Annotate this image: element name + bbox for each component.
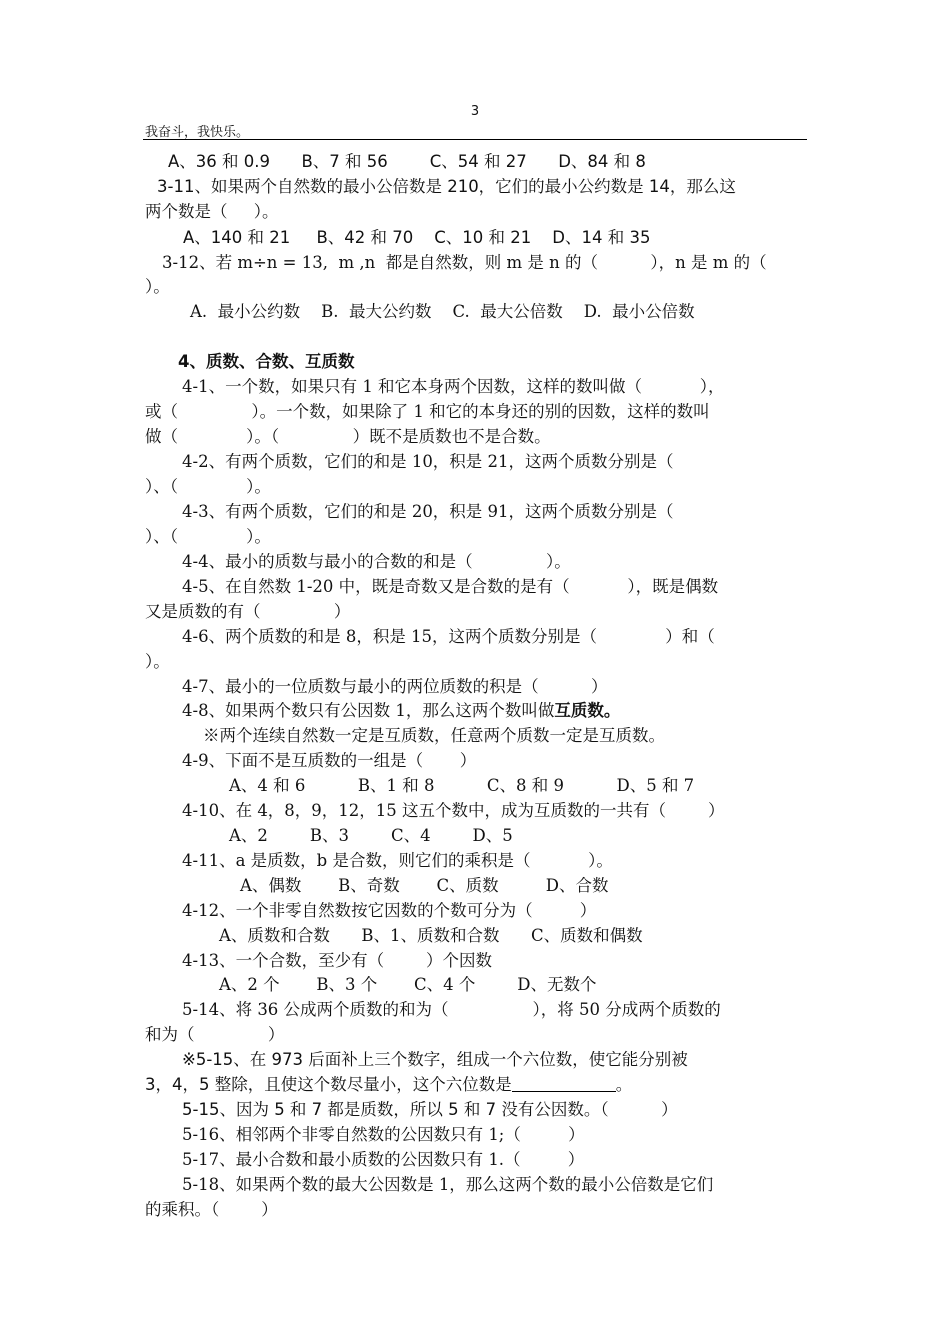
question-3-12: 3-12、若 m÷n = 13, m ,n 都是自然数，则 m 是 n 的（ ），n 是 m 的（: [162, 253, 767, 272]
question-5-15-challenge: ※5-15、在 973 后面补上三个数字，组成一个六位数，使它能分别被: [182, 1050, 688, 1069]
question-line: ）。: [145, 277, 170, 296]
question-text: 3，4，5 整除，且使这个数尽量小，这个六位数是: [145, 1075, 512, 1094]
question-5-16: 5-16、相邻两个非零自然数的公因数只有 1;（ ）: [182, 1125, 585, 1144]
option-line: A、2 个 B、3 个 C、4 个 D、无数个: [219, 975, 597, 994]
question-4-6: 4-6、两个质数的和是 8，积是 15，这两个质数分别是（ ）和（: [182, 627, 715, 646]
question-4-5: 4-5、在自然数 1-20 中，既是奇数又是合数的是有（ ），既是偶数: [182, 577, 719, 596]
question-4-2: 4-2、有两个质数，它们的和是 10，积是 21，这两个质数分别是（: [182, 452, 674, 471]
header-divider: [143, 139, 807, 140]
option-line: A、140 和 21 B、42 和 70 C、10 和 21 D、14 和 35: [183, 228, 651, 247]
question-5-17: 5-17、最小合数和最小质数的公因数只有 1.（ ）: [182, 1150, 585, 1169]
question-4-1: 4-1、一个数，如果只有 1 和它本身两个因数，这样的数叫做（ ），: [182, 377, 725, 396]
option-line: A、偶数 B、奇数 C、质数 D、合数: [240, 876, 609, 895]
question-4-8: [182, 700, 620, 722]
question-4-11: 4-11、a 是质数，b 是合数，则它们的乘积是（ ）。: [182, 851, 613, 870]
question-line: ）。: [145, 652, 170, 671]
option-line: A、4 和 6 B、1 和 8 C、8 和 9 D、5 和 7: [229, 776, 695, 795]
question-line: 和为（ ）: [145, 1025, 285, 1044]
question-line: ）、（ ）。: [145, 477, 271, 496]
page-header: 我奋斗，我快乐。: [145, 125, 250, 140]
note-line: ※两个连续自然数一定是互质数，任意两个质数一定是互质数。: [203, 726, 665, 745]
question-line: 又是质数的有（ ）: [145, 602, 351, 621]
option-line: A、质数和合数 B、1、质数和合数 C、质数和偶数: [219, 926, 643, 945]
question-line: 的乘积。（ ）: [145, 1200, 278, 1219]
question-4-9: 4-9、下面不是互质数的一组是（ ）: [182, 751, 477, 770]
question-4-3: 4-3、有两个质数，它们的和是 20，积是 91，这两个质数分别是（: [182, 502, 674, 521]
question-5-15: 5-15、因为 5 和 7 都是质数，所以 5 和 7 没有公因数。（ ）: [182, 1100, 678, 1119]
question-line: 做（ ）。（ ）既不是质数也不是合数。: [145, 427, 551, 446]
question-5-18: 5-18、如果两个数的最大公因数是 1，那么这两个数的最小公倍数是它们: [182, 1175, 714, 1194]
question-text: 。: [615, 1075, 633, 1094]
option-line: A. 最小公约数 B. 最大公约数 C. 最大公倍数 D. 最小公倍数: [190, 302, 695, 321]
question-5-14: 5-14、将 36 公成两个质数的和为（ ），将 50 分成两个质数的: [182, 1000, 721, 1019]
page-number: 3: [470, 104, 480, 119]
section-title: 4、质数、合数、互质数: [178, 352, 355, 371]
question-4-4: 4-4、最小的质数与最小的合数的和是（ ）。: [182, 552, 571, 571]
question-line: ）、（ ）。: [145, 527, 271, 546]
option-line: A、2 B、3 C、4 D、5: [229, 826, 513, 845]
key-term: 互质数。: [554, 701, 621, 720]
question-3-11: 3-11、如果两个自然数的最小公倍数是 210，它们的最小公约数是 14，那么这: [157, 177, 736, 196]
answer-blank[interactable]: [512, 1075, 616, 1092]
question-line: 或（ ）。一个数，如果除了 1 和它的本身还的别的因数，这样的数叫: [145, 402, 710, 421]
option-line: A、36 和 0.9 B、7 和 56 C、54 和 27 D、84 和 8: [168, 152, 646, 171]
question-text: 4-8、如果两个数只有公因数 1，那么这两个数叫做: [182, 701, 555, 720]
question-4-10: 4-10、在 4，8，9，12，15 这五个数中，成为互质数的一共有（ ）: [182, 801, 725, 820]
question-line: [145, 1074, 632, 1096]
question-4-13: 4-13、一个合数，至少有（ ）个因数: [182, 951, 493, 970]
question-line: 两个数是（ ）。: [145, 202, 279, 221]
question-4-7: 4-7、最小的一位质数与最小的两位质数的积是（ ）: [182, 677, 608, 696]
question-4-12: 4-12、一个非零自然数按它因数的个数可分为（ ）: [182, 901, 597, 920]
